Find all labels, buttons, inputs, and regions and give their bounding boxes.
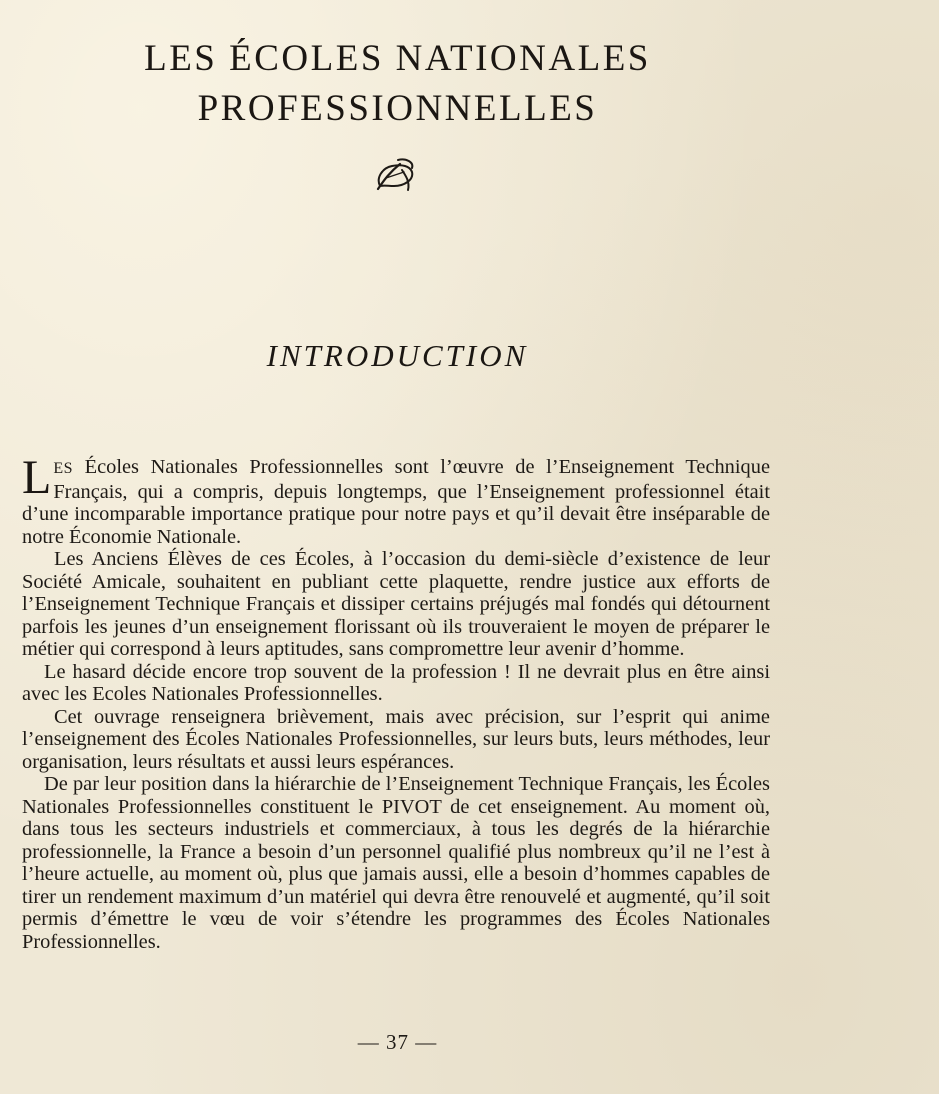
paragraph-3: Le hasard décide encore trop souvent de la profession ! Il ne devrait plus en être ainsi avec les Ecoles Nationales Professionnelles.	[22, 660, 770, 705]
paragraph-5: De par leur position dans la hiérarchie de l’Enseignement Technique Français, les Écoles Nationales Professionnelles constituent le PIVOT de cet enseignement. Au moment où, dans tous les secteurs industriels et commerciaux, à tous les degrés de la hiérarchie professionnelle, la France a besoin d’un personnel qualifié plus nombreux qu’il ne l’est à l’heure actuelle, au moment où, plus que jamais aussi, elle a besoin d’hommes capables de tirer un rendement maximum d’un matériel qui devra être renouvelé et augmenté, qu’il soit permis d’émettre le vœu de voir s’étendre les programmes des Écoles Nationales Professionnelles.	[22, 773, 770, 953]
chapter-title-line-1: LES ÉCOLES NATIONALES	[144, 38, 651, 79]
paragraph-1	[22, 451, 770, 548]
paragraph-1-smallcaps: ES	[53, 460, 73, 477]
page-number: — 37 —	[357, 1030, 438, 1054]
paragraph-2: Les Anciens Élèves de ces Écoles, à l’occasion du demi-siècle d’existence de leur Société Amicale, souhaitent en publiant cette plaquette, rendre justice aux efforts de l’Enseignement Technique Français et dissiper certains préjugés mal fondés qui détournent parfois les jeunes d’un enseignement florissant où ils trouveraient le moyen de préparer le métier qui correspond à leurs aptitudes, sans compromettre leur avenir d’homme.	[22, 548, 770, 660]
body-text	[22, 451, 770, 953]
chapter-title-line-2: PROFESSIONNELLES	[197, 88, 598, 129]
drop-cap: L	[22, 451, 52, 504]
leaf-monogram-icon	[372, 156, 420, 194]
paragraph-4: Cet ouvrage renseignera brièvement, mais avec précision, sur l’esprit qui anime l’enseignement des Écoles Nationales Professionnelles, sur leurs buts, leurs méthodes, leur organisation, leurs résultats et aussi leurs espérances.	[22, 705, 770, 773]
section-heading: INTRODUCTION	[266, 338, 529, 373]
paragraph-1-text: Écoles Nationales Professionnelles sont l’œuvre de l’Enseignement Technique Français, qui a compris, depuis longtemps, que l’Enseignement professionnel était d’une incomparable importance pratique pour notre pays et qu’il devait être inséparable de notre Économie Nationale.	[22, 456, 770, 548]
